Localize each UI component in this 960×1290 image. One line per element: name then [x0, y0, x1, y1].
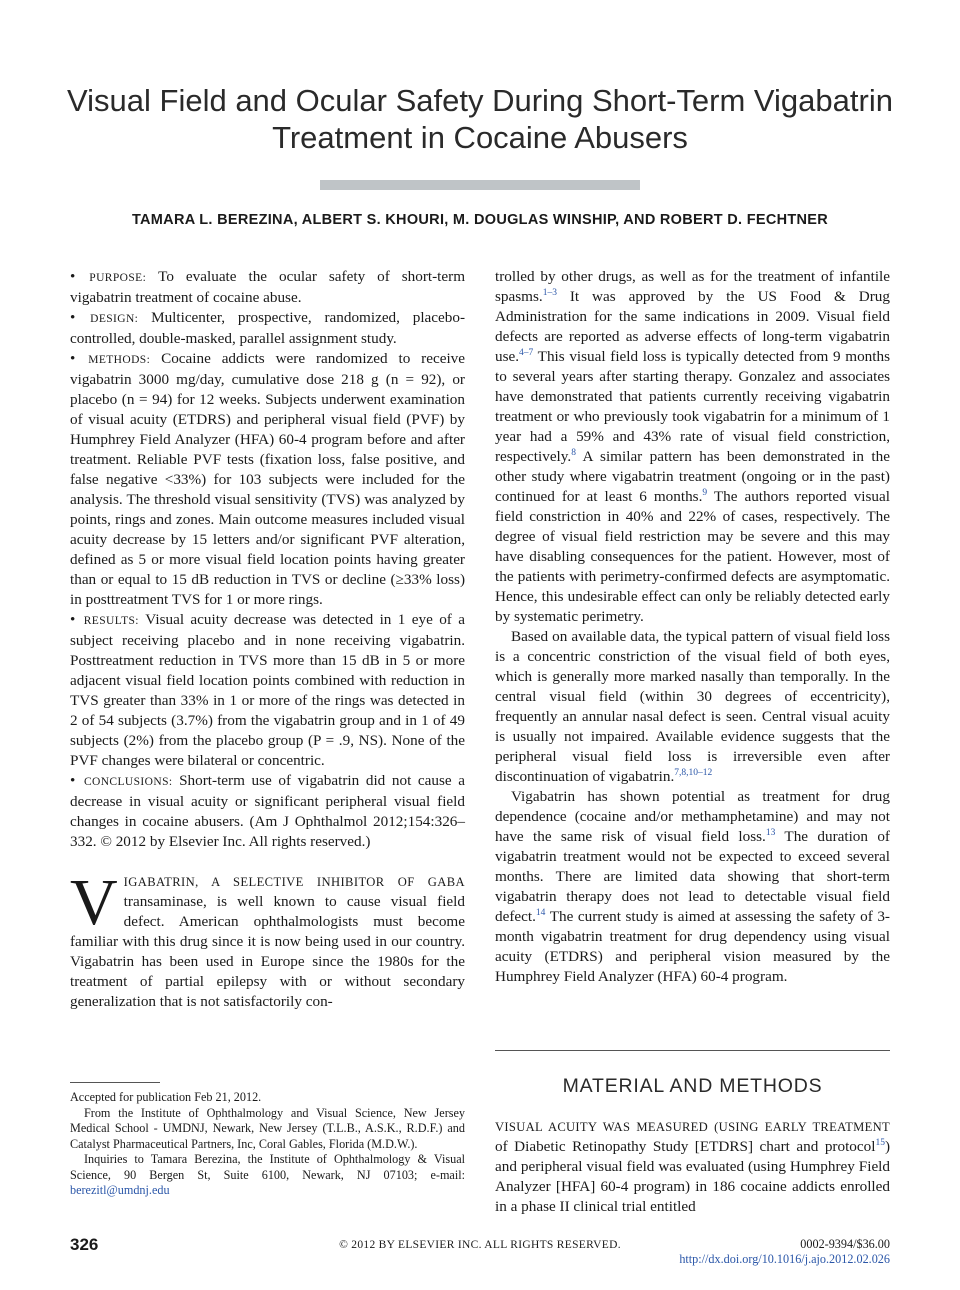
body-text: Vigabatrin has shown potential as treatment for drug dependence (cocaine and/or methamphetamine) and may not have the same risk of visual field loss. — [495, 788, 890, 845]
abstract-results — [70, 610, 465, 771]
copyright-text: © 2012 BY ELSEVIER INC. ALL RIGHTS RESERVED. — [339, 1239, 621, 1251]
abstract-label: PURPOSE: — [89, 272, 147, 284]
bullet-icon: • — [70, 350, 76, 367]
title-divider — [320, 180, 640, 190]
doi-link[interactable]: http://dx.doi.org/10.1016/j.ajo.2012.02.026 — [679, 1252, 890, 1266]
abstract-purpose — [70, 267, 465, 308]
abstract-text: Short-term use of vigabatrin did not cause a decrease in visual acuity or significant peripheral visual field changes in cocaine abusers. (Am J Ophthalmol 2012;154:326–332. © 2012 by Elsevier Inc. All rights reserved.) — [70, 772, 465, 850]
body-paragraph — [495, 267, 890, 627]
author-list: TAMARA L. BEREZINA, ALBERT S. KHOURI, M. DOUGLAS WINSHIP, AND ROBERT D. FECHTNER — [131, 212, 829, 228]
body-paragraph — [495, 627, 890, 787]
accepted-date: Accepted for publication Feb 21, 2012. — [70, 1090, 262, 1104]
body-text: Based on available data, the typical pattern of visual field loss is a concentric constriction of the visual field of both eyes, which is generally more marked nasally than temporally. In the central visual field (within 30 degrees of eccentricity), frequently an annular nasal defect is seen. Central visual acuity is usually not impaired. Available evidence suggests that the peripheral visual field loss is irreversible even after discontinuation of vigabatrin. — [495, 628, 890, 785]
body-text: It was approved by the US Food & Drug Administration for the same indications in 2009. Visual field defects are reported as adverse effects of long-term vigabatrin use. — [495, 288, 890, 365]
abstract-label: METHODS: — [88, 354, 151, 366]
abstract-methods — [70, 349, 465, 610]
article-title: Visual Field and Ocular Safety During Short-Term Vigabatrin Treatment in Cocaine Abusers — [67, 83, 893, 155]
citation-link[interactable]: 7,8,10–12 — [674, 767, 713, 778]
citation-link[interactable]: 8 — [571, 447, 576, 458]
citation-link[interactable]: 15 — [875, 1137, 885, 1148]
citation-link[interactable]: 13 — [765, 827, 776, 838]
body-text: This visual field loss is typically detected from 9 months to several years after starting therapy. Gonzalez and associates have demonstrated that patients currently receiving vigabatrin treatment or who previously took vigabatrin for a minimum of 1 year had a 59% and 43% rate of visual field constriction, respectively. — [495, 348, 890, 465]
bullet-icon: • — [70, 772, 76, 789]
bullet-icon: • — [70, 309, 76, 326]
abstract — [70, 267, 465, 852]
issn-price: 0002-9394/$36.00 — [800, 1237, 890, 1251]
citation-link[interactable]: 14 — [535, 907, 546, 918]
footnote-divider — [70, 1082, 160, 1083]
drop-cap: V — [70, 866, 118, 939]
email-link[interactable]: berezitl@umdnj.edu — [70, 1183, 170, 1197]
bullet-icon: • — [70, 268, 76, 285]
citation-link[interactable]: 4–7 — [519, 347, 534, 358]
left-column — [70, 267, 465, 1012]
body-text: trolled by other drugs, as well as for the treatment of infantile spasms. — [495, 268, 890, 305]
citation-link[interactable]: 1–3 — [542, 287, 557, 298]
abstract-conclusions — [70, 771, 465, 852]
section-divider — [495, 1050, 890, 1051]
copyright-line — [300, 1237, 660, 1253]
body-paragraph — [495, 787, 890, 987]
abstract-label: CONCLUSIONS: — [83, 776, 173, 788]
page-number: 326 — [70, 1235, 99, 1254]
citation-link[interactable]: 9 — [702, 487, 708, 498]
intro-lead: IGABATRIN, A SELECTIVE INHIBITOR OF GABA — [123, 875, 465, 889]
inquiries-text: Inquiries to Tamara Berezina, the Institute of Ophthalmology & Visual Science, 90 Bergen St, Suite 6100, Newark, NJ 07103; e-mail: — [70, 1152, 465, 1182]
abstract-label: DESIGN: — [90, 313, 139, 325]
methods-text: of Diabetic Retinopathy Study [ETDRS] chart and protocol — [495, 1138, 876, 1155]
affiliation-note: From the Institute of Ophthalmology and Visual Science, New Jersey Medical School - UMDNJ, Newark, New Jersey (T.L.B., A.S.K., R.D.F.) and Catalyst Pharmaceutical Partners, Inc, Coral Gables, Florida (M.D.W.). — [70, 1105, 465, 1151]
body-text: The current study is aimed at assessing the safety of 3-month vigabatrin treatment for drug dependency using visual acuity (ETDRS) and peripheral vision measured by the Humphrey Field Analyzer (HFA) 60-4 program. — [495, 908, 890, 985]
right-column — [495, 267, 890, 987]
abstract-text: Cocaine addicts were randomized to receive vigabatrin 3000 mg/day, cumulative dose 218 g (n = 92), or placebo (n = 94) for 12 weeks. Subjects underwent examination of visual acuity (ETDRS) and peripheral visual field (PVF) by Humphrey Field Analyzer (HFA) 60-4 program before and after treatment. Reliable PVF tests (fixation loss, false positive, and false negative <33%) for 103 subjects were included for the analysis. The threshold visual sensitivity (TVS) was analyzed by points, rings and zones. Main outcome measures included visual acuity decrease by 15 letters and/or significant PVF alteration, defined as 5 or more visual field location points having greater than or equal to 15 dB reduction in TVS or decline (≥33% loss) in posttreatment TVS for 1 or more rings. — [70, 350, 466, 608]
abstract-label: RESULTS: — [83, 615, 139, 627]
section-heading: MATERIAL AND METHODS — [562, 1075, 823, 1097]
article-identifiers — [620, 1237, 890, 1267]
methods-text: ) and peripheral visual field was evaluated (using Humphrey Field Analyzer [HFA] 60-4 program) in 186 cocaine addicts enrolled in a phase II clinical trial entitled — [495, 1138, 890, 1215]
abstract-text: Visual acuity decrease was detected in 1 eye of a subject receiving placebo and in none receiving vigabatrin. Posttreatment reduction in TVS more than 15 dB in 5 or more adjacent visual field location points combined with reduction in TVS greater than 33% in 1 or more of the rings was detected in 2 of 54 subjects (3.7%) from the vigabatrin group and in 1 of 49 subjects (2%) from the placebo group (P = .9, NS). None of the PVF changes were bilateral or concentric. — [70, 611, 465, 769]
bullet-icon: • — [70, 611, 76, 628]
body-text: A similar pattern has been demonstrated in the other study where vigabatrin treatment (ongoing or in the past) continued for at least 6 months. — [495, 448, 890, 505]
abstract-text: To evaluate the ocular safety of short-term vigabatrin treatment of cocaine abuse. — [70, 268, 466, 306]
methods-paragraph — [495, 1117, 890, 1217]
abstract-design — [70, 308, 465, 349]
intro-text: transaminase, is well known to cause visual field defect. American ophthalmologists must become familiar with this drug since it is now being used in our country. Vigabatrin has been used in Europe since the 1980s for the treatment of partial epilepsy with or without secondary generalization that is not satisfactorily con- — [70, 893, 465, 1010]
footnotes — [70, 1090, 465, 1199]
body-text: The authors reported visual field constriction in 40% and 22% of cases, respectively. The degree of visual field restriction may be severe and this may have disabling consequences for the patient. However, most of the patients with perimetry-confirmed defects are asymptomatic. Hence, this undesirable effect can only be reliably detected early by systematic perimetry. — [495, 488, 890, 625]
body-text: The duration of vigabatrin treatment would not be expected to exceed several months. There are limited data showing that short-term vigabatrin therapy does not lead to detectable visual field defect. — [495, 828, 890, 925]
methods-lead: VISUAL ACUITY WAS MEASURED (USING EARLY TREATMENT — [495, 1120, 890, 1134]
intro-paragraph — [70, 866, 465, 1012]
inquiries-note — [70, 1152, 465, 1199]
abstract-text: Multicenter, prospective, randomized, placebo-controlled, double-masked, parallel assignment study. — [70, 309, 466, 347]
